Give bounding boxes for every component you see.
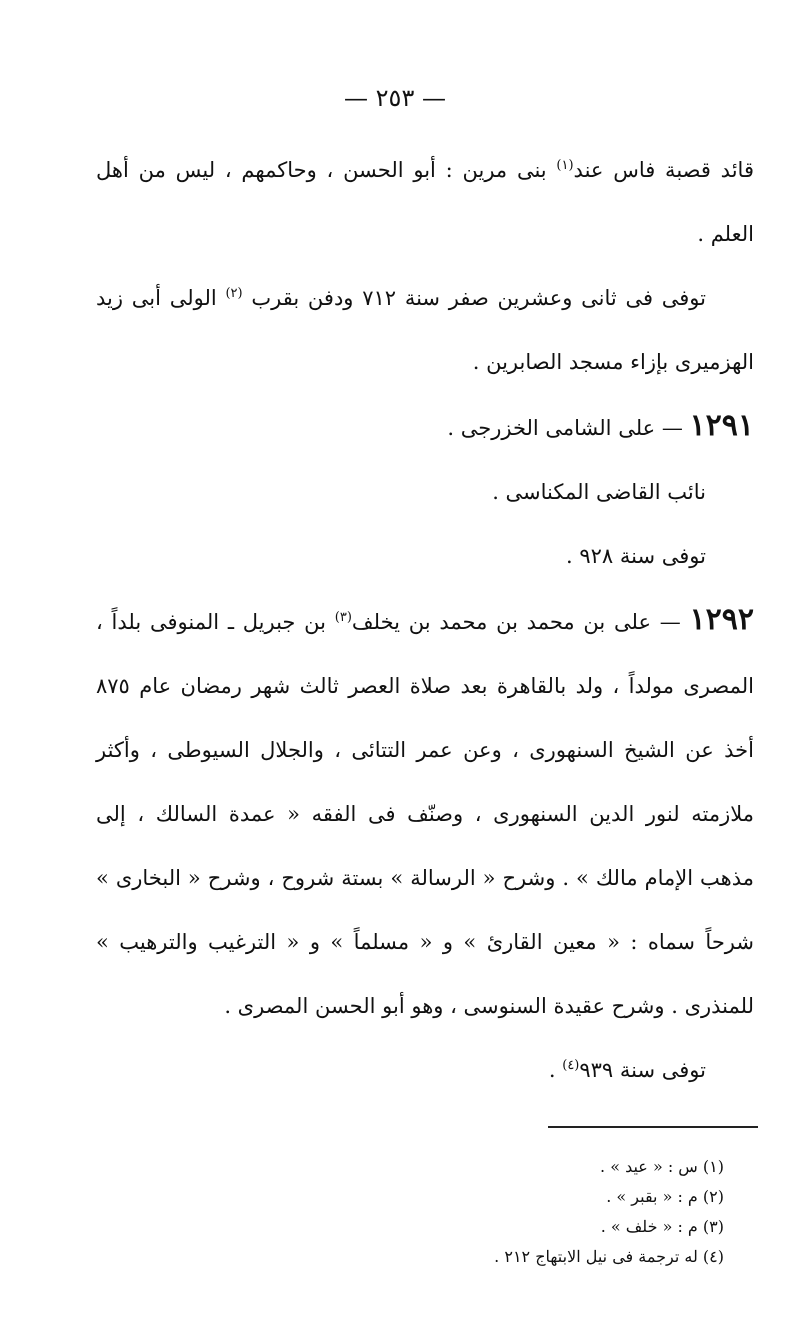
paragraph-text: . xyxy=(548,1058,556,1082)
paragraph-text: الولى أبى زيد الهزميرى بإزاء مسجد الصابرين . xyxy=(96,286,754,374)
paragraph-text: بنى مرين : أبو الحسن ، وحاكمهم ، ليس من أهل العلم . xyxy=(96,158,754,246)
footnote-ref: (١) xyxy=(556,158,574,173)
entry-1292-death xyxy=(96,1038,754,1102)
page-number: — ٢٥٣ — xyxy=(344,84,446,112)
main-text xyxy=(96,138,754,1102)
entry-title: — على الشامى الخزرجى . xyxy=(447,416,683,440)
footnote-divider xyxy=(548,1126,758,1128)
footnote-item: (٤) له ترجمة فى نيل الابتهاج ٢١٢ . xyxy=(494,1247,724,1266)
entry-1291-death: توفى سنة ٩٢٨ . xyxy=(566,544,706,568)
footnote-item: (١) س : « عيد » . xyxy=(600,1157,724,1176)
paragraph-continuation xyxy=(96,138,754,266)
entry-1291-heading xyxy=(96,394,754,460)
footnote-ref: (٣) xyxy=(334,610,352,625)
paragraph-text: توفى فى ثانى وعشرين صفر سنة ٧١٢ ودفن بقرب xyxy=(251,286,706,310)
footnote-item: (٣) م : « خلف » . xyxy=(600,1217,724,1236)
entry-number: ١٢٩١ xyxy=(689,408,754,443)
footnote-item: (٢) م : « بقبر » . xyxy=(606,1187,724,1206)
paragraph-death xyxy=(96,266,754,394)
footnote-ref: (٢) xyxy=(225,286,243,301)
footnotes xyxy=(494,1152,724,1272)
footnote-ref: (٤) xyxy=(562,1058,580,1073)
paragraph-text: بن جبريل ـ المنوفى بلداً ، المصرى مولداً ، ولد بالقاهرة بعد صلاة العصر ثالث شهر رمضان عام ٨٧٥ أخذ عن الشيخ السنهورى ، وعن عمر التتائى ، والجلال السيوطى ، وأكثر ملازمته لنور الدين السنهورى ، وصنّف فى الفقه « عمدة السالك ، إلى مذهب الإمام مالك » . وشرح « الرسالة » بستة شروح ، وشرح « البخارى » شرحاً سماه : « معين القارئ » و « مسلماً » و « الترغيب والترهيب » للمنذرى . وشرح عقيدة السنوسى ، وهو أبو الحسن المصرى . xyxy=(96,610,754,1018)
entry-1292-body xyxy=(96,588,754,1038)
entry-1291-line: نائب القاضى المكناسى . xyxy=(492,480,706,504)
paragraph-text: قائد قصبة فاس عند xyxy=(573,158,754,182)
paragraph-text: توفى سنة ٩٣٩ xyxy=(579,1058,706,1082)
paragraph-text: — على بن محمد بن محمد بن يخلف xyxy=(351,610,681,634)
entry-number: ١٢٩٢ xyxy=(689,602,754,637)
